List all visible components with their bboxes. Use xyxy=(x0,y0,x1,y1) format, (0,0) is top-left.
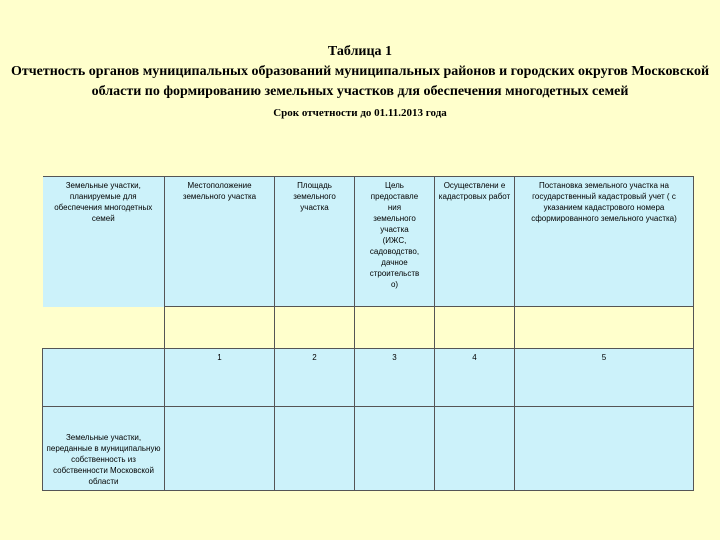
table-caption: Таблица 1 xyxy=(327,44,393,59)
column-number-3: 3 xyxy=(355,349,435,407)
header-cell-cadastral-works: Осуществлени е кадастровых работ xyxy=(435,177,515,307)
row-label-transferred-land: Земельные участки, переданные в муниципальную собственность из собственности Московской области xyxy=(43,407,165,491)
table-cell xyxy=(355,307,435,349)
report-table xyxy=(42,176,694,491)
header-cell-registration: Постановка земельного участка на государственный кадастровый учет ( с указанием кадастрового номера сформированного земельного участка) xyxy=(515,177,694,307)
deadline-text: Срок отчетности до 01.11.2013 года xyxy=(273,107,447,119)
table-cell xyxy=(275,307,355,349)
header-cell-land-planned: Земельные участки, планируемые для обеспечения многодетных семей xyxy=(43,177,165,307)
table-cell xyxy=(515,307,694,349)
header-cell-area: Площадь земельного участка xyxy=(275,177,355,307)
table-cell xyxy=(275,407,355,491)
table-cell xyxy=(355,407,435,491)
report-title: Отчетность органов муниципальных образований муниципальных районов и городских округов Московской области по формированию земельных участков для обеспечения многодетных семей xyxy=(10,64,710,99)
table-cell xyxy=(515,407,694,491)
column-number-2: 2 xyxy=(275,349,355,407)
column-number-4: 4 xyxy=(435,349,515,407)
header-cell-purpose: Цель предоставле ния земельного участка (ИЖС, садоводство, дачное строительств о) xyxy=(355,177,435,307)
column-number-1: 1 xyxy=(165,349,275,407)
table-cell xyxy=(165,407,275,491)
table-cell xyxy=(43,307,165,349)
table-cell xyxy=(43,349,165,407)
column-number-5: 5 xyxy=(515,349,694,407)
table-cell xyxy=(435,407,515,491)
table-cell xyxy=(435,307,515,349)
table-cell xyxy=(165,307,275,349)
title-block xyxy=(0,42,720,121)
header-cell-location: Местоположение земельного участка xyxy=(165,177,275,307)
